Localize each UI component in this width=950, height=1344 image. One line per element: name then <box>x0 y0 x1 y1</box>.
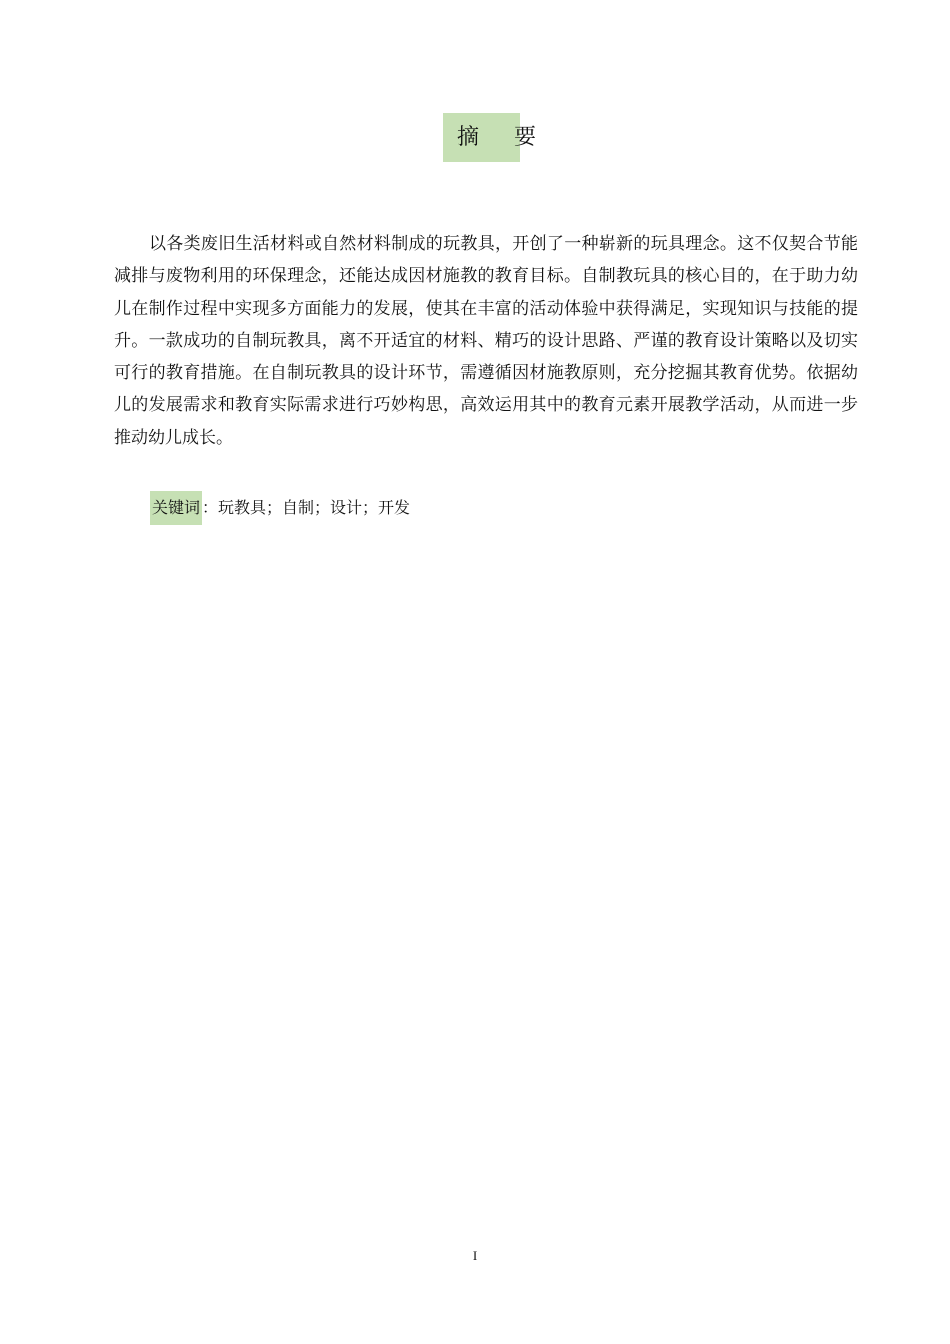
keywords-items: 玩教具；自制；设计；开发 <box>218 498 411 517</box>
keywords-line <box>150 491 410 525</box>
abstract-body: 以各类废旧生活材料或自然材料制成的玩教具，开创了一种崭新的玩具理念。这不仅契合节能减排与废物利用的环保理念，还能达成因材施教的教育目标。自制教玩具的核心目的，在于助力幼儿在制作过程中实现多方面能力的发展，使其在丰富的活动体验中获得满足，实现知识与技能的提升。一款成功的自制玩教具，离不开适宜的材料、精巧的设计思路、严谨的教育设计策略以及切实可行的教育措施。在自制玩教具的设计环节，需遵循因材施教原则，充分挖掘其教育优势。依据幼儿的发展需求和教育实际需求进行巧妙构思，高效运用其中的教育元素开展教学活动，从而进一步推动幼儿成长。 <box>114 234 858 448</box>
abstract-title: 摘 要 <box>443 113 520 162</box>
keywords-label: 关键词 <box>150 491 202 525</box>
keywords-separator: ： <box>202 498 219 517</box>
page-number: I <box>472 1248 478 1263</box>
